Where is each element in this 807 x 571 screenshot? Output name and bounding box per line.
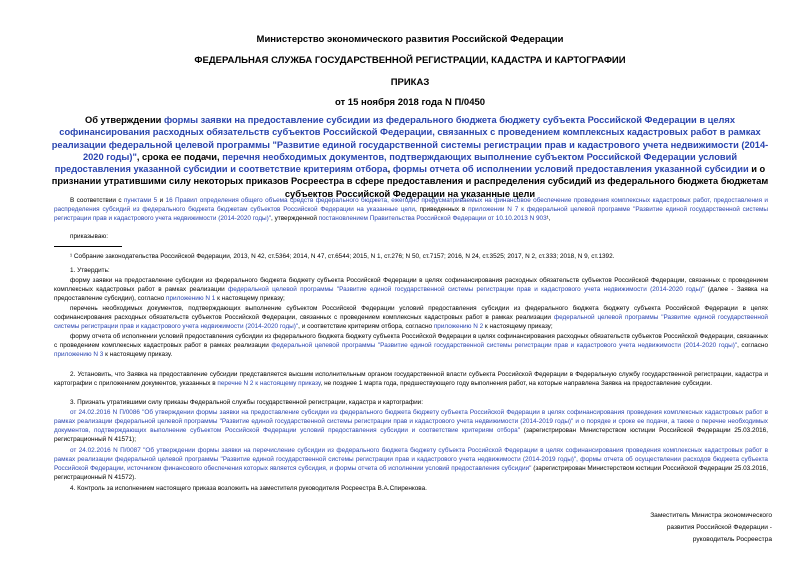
text: и	[157, 197, 166, 204]
footnote: ¹ Собрание законодательства Российской Федерации, 2013, N 42, ст.5364; 2014, N 47, ст.6544; 2015, N 1, ст.276; N 50, ст.7157; 2016, N 24, ст.3525; 2017, N 2, ст.333; 2018, N 9, ст.1392.	[70, 253, 615, 260]
paragraph-1-item-c	[54, 332, 768, 359]
paragraph-3-item-a	[54, 408, 768, 444]
text: к настоящему приказу;	[483, 323, 553, 331]
title-text: ,	[387, 164, 393, 175]
link-list-2[interactable]: перечне N 2 к настоящему приказу	[217, 380, 321, 388]
text: форму отчета об исполнении условий предоставления субсидии из федерального бюджета бюджету субъекта Российской Федерации в целях софинансирования расходных обязательств субъектов Российской Федерации, связанных с проведением комплексных кадастровых работ в рамках реализации	[54, 333, 768, 350]
link-order-p0086[interactable]: от 24.02.2016 N П/0086 "Об утверждении формы заявки на предоставление субсидии из федерального бюджета бюджету субъекта Российской Федерации в целях софинансирования проведения комплексных кадастровых работ в рамках реализации федеральной целевой программы "Развитие единой государственной системы регистрации прав и кадастрового учета недвижимости (2014-2019 годы)" и о порядке и сроке ее подачи, а также о перечне необходимых документов, подтверждающих выполнение субъектом Российской Федерации условий предоставления субсидии и соответствие критериям отбора"	[54, 409, 768, 435]
text: , согласно	[737, 342, 769, 350]
ministry-name: Министерство экономического развития Российской Федерации	[256, 34, 564, 45]
paragraph-1-item-b	[54, 304, 768, 331]
document-type: ПРИКАЗ	[390, 77, 430, 88]
title-text: Об утверждении	[84, 115, 164, 125]
document-title	[48, 114, 772, 200]
paragraph-1-item-a	[54, 276, 768, 303]
text: ¹,	[546, 215, 551, 223]
signature-line-3: руководитель Росреестра	[692, 536, 772, 543]
text: к настоящему приказу.	[103, 351, 173, 359]
title-text: и о признании утратившими силу некоторых приказов Росреестра в сфере предоставления и распределения субсидий из федерального бюджета бюджетам субъектов Российской Федерации на указанные цели	[51, 164, 769, 199]
text: 2. Установить, что Заявка на предоставление субсидии представляется высшим исполнительным органом государственной власти субъекта Российской Федерации в Федеральную службу государственной регистрации, кадастра и картографии с приложением документов, указанных в	[54, 371, 768, 388]
text: В соответствии с	[70, 197, 124, 204]
paragraph-3-item-b	[54, 446, 768, 482]
footnote-separator	[54, 246, 122, 247]
paragraph-1-head: 1. Утвердить:	[70, 267, 110, 274]
title-link-documents-list[interactable]: перечня необходимых документов, подтверждающих выполнение субъектом Российской Федерации условий предоставления указанной субсидии и соответствие критериям отбора	[54, 151, 738, 175]
text: , утвержденной	[271, 215, 319, 223]
link-appendix-1[interactable]: приложению N 1	[166, 295, 216, 303]
preamble-paragraph	[54, 196, 768, 223]
document-date-number: от 15 ноября 2018 года N П/0450	[334, 97, 486, 108]
paragraph-2	[54, 370, 768, 388]
link-appendix-7[interactable]: приложении N 7 к федеральной целевой программе "Развитие единой государственной системы регистрации прав и кадастрового учета недвижимости (2014-2020 годы)"	[54, 206, 768, 223]
link-point-16[interactable]: 16	[165, 197, 173, 204]
text: , не позднее 1 марта года, предшествующего году выполнения работ, на которые направлена Заявка на предоставление субсидии.	[320, 380, 713, 388]
text: форму заявки на предоставление субсидии из федерального бюджета бюджету субъекта Российской Федерации в целях софинансирования расходных обязательств субъектов Российской Федерации, связанных с проведением комплексных кадастровых работ в рамках реализации	[54, 277, 768, 294]
link-federal-program[interactable]: федеральной целевой программы "Развитие единой государственной системы регистрации прав и кадастрового учета недвижимости (2014-2020 годы)"	[54, 314, 768, 331]
link-rules[interactable]: Правил определения общего объема средств федерального бюджета, ежегодно предусматриваемых на финансовое обеспечение проведения комплексных кадастровых работ, предоставления и распределения субсидий из федерального бюджета бюджетам субъектов Российской Федерации на указанные цели	[54, 197, 768, 214]
title-link-application-form[interactable]: формы заявки на предоставление субсидии из федерального бюджета бюджету субъекта Российской Федерации в целях софинансирования расходных обязательств субъектов Российской Федерации, связанных с проведением комплексных кадастровых работ в рамках реализации федеральной целевой программы "Развитие единой государственной системы регистрации прав и кадастрового учета недвижимости (2014-2020 годы)"	[51, 115, 769, 162]
signature-line-2: развития Российской Федерации -	[666, 524, 772, 531]
text: (далее - Заявка на предоставление субсидии), согласно	[54, 286, 768, 303]
title-text: , срока ее подачи,	[136, 151, 223, 162]
text: , приведенных в	[414, 206, 469, 214]
signature-line-1: Заместитель Министра экономического	[650, 512, 772, 519]
service-name: ФЕДЕРАЛЬНАЯ СЛУЖБА ГОСУДАРСТВЕННОЙ РЕГИСТРАЦИИ, КАДАСТРА И КАРТОГРАФИИ	[194, 55, 626, 66]
text: перечень необходимых документов, подтверждающих выполнение субъектом Российской Федерации условий предоставления субсидии из федерального бюджета бюджету субъекта Российской Федерации в целях софинансирования расходных обязательств субъектов Российской Федерации, связанных с проведением комплексных кадастровых работ в рамках реализации	[54, 305, 768, 322]
link-order-p0087[interactable]: от 24.02.2016 N П/0087 "Об утверждении формы заявки на перечисление субсидии из федерального бюджета бюджету субъекта Российской Федерации в целях софинансирования проведения комплексных кадастровых работ в рамках реализации федеральной целевой программы "Развитие единой государственной системы регистрации прав и кадастрового учета недвижимости (2014-2019 годы)", формы отчета об осуществлении расходов бюджета субъекта Российской Федерации, источником финансового обеспечения которых является субсидия, и формы отчета об исполнении условий предоставления субсидии"	[54, 447, 768, 473]
paragraph-3-head: 3. Признать утратившими силу приказы Федеральной службы государственной регистрации, кадастра и картографии:	[70, 399, 423, 406]
link-government-resolution[interactable]: постановлением Правительства Российской Федерации от 10.10.2013 N 903	[318, 215, 547, 223]
text: (зарегистрирован Министерством юстиции Российской Федерации 25.03.2016, регистрационный N 41572).	[54, 465, 769, 482]
link-federal-program[interactable]: федеральной целевой программы "Развитие единой государственной системы регистрации прав и кадастрового учета недвижимости (2014-2020 годы)"	[228, 286, 705, 294]
title-link-report-form[interactable]: формы отчета об исполнении условий предоставления указанной субсидии	[392, 164, 749, 175]
order-word: приказываю:	[70, 233, 108, 240]
signature-block	[608, 510, 772, 546]
paragraph-4: 4. Контроль за исполнением настоящего приказа возложить на заместителя руководителя Росреестра В.А.Спиренкова.	[70, 485, 427, 492]
link-appendix-2[interactable]: приложению N 2	[433, 323, 484, 331]
text: , и соответствие критериям отбора, согласно	[298, 323, 434, 331]
link-appendix-3[interactable]: приложению N 3	[54, 351, 104, 359]
text: (зарегистрирован Министерством юстиции Российской Федерации 25.03.2016, регистрационный N 41571);	[54, 427, 769, 444]
text: к настоящему приказу;	[215, 295, 285, 303]
link-federal-program[interactable]: федеральной целевой программы "Развитие единой государственной системы регистрации прав и кадастрового учета недвижимости (2014-2020 годы)"	[271, 342, 738, 350]
link-point-5[interactable]: пунктами 5	[123, 197, 158, 204]
